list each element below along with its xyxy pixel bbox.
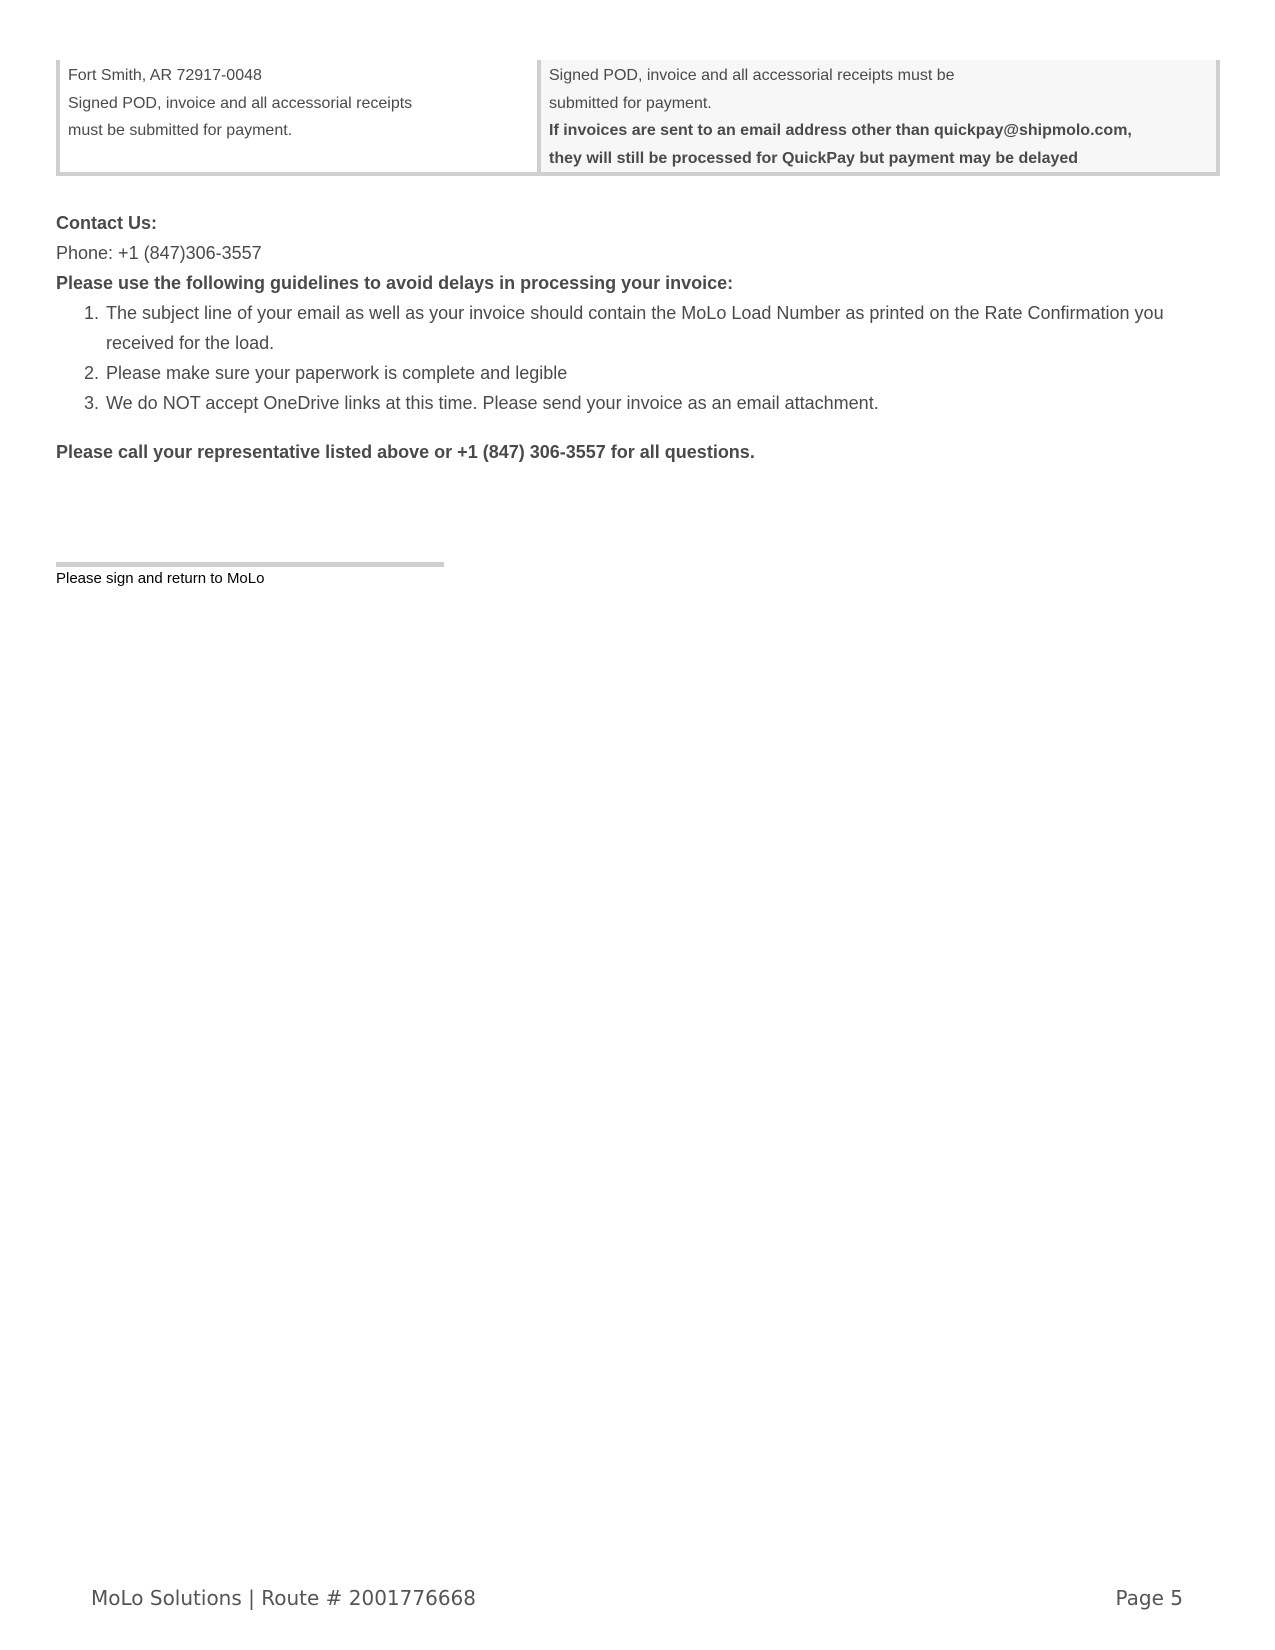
contact-heading: Contact Us: (56, 213, 158, 233)
guideline-item: Please make sure your paperwork is complete and legible (106, 363, 568, 383)
call-representative-text: Please call your representative listed above or +1 (847) 306-3557 for all questions. (56, 442, 755, 462)
signature-label: Please sign and return to MoLo (56, 570, 265, 587)
guidelines-list (56, 298, 1226, 418)
guideline-item: The subject line of your email as well as your invoice should contain the MoLo Load Number as printed on the Rate Confirmation you received for the load. (106, 303, 1164, 353)
quickpay-notice-line: they will still be processed for QuickPay but payment may be delayed (549, 149, 1079, 167)
left-cell-line: Fort Smith, AR 72917-0048 (68, 67, 262, 84)
footer-page-number: Page 5 (1115, 1586, 1183, 1610)
payment-info-left-cell (60, 60, 541, 172)
contact-phone: Phone: +1 (847)306-3557 (56, 243, 262, 263)
footer-route: MoLo Solutions | Route # 2001776668 (91, 1586, 476, 1610)
contact-section (56, 208, 1226, 418)
right-cell-line: Signed POD, invoice and all accessorial receipts must be (549, 67, 955, 84)
guideline-item: We do NOT accept OneDrive links at this time. Please send your invoice as an email attachment. (106, 393, 879, 413)
left-cell-line: Signed POD, invoice and all accessorial receipts (68, 94, 413, 112)
guidelines-heading: Please use the following guidelines to avoid delays in processing your invoice: (56, 273, 734, 293)
signature-line (56, 562, 444, 567)
quickpay-notice-line: If invoices are sent to an email address other than quickpay@shipmolo.com, (549, 122, 1132, 139)
left-cell-line: must be submitted for payment. (68, 122, 293, 139)
payment-info-table (56, 60, 1220, 176)
payment-info-right-cell (541, 60, 1216, 172)
right-cell-line: submitted for payment. (549, 94, 712, 112)
